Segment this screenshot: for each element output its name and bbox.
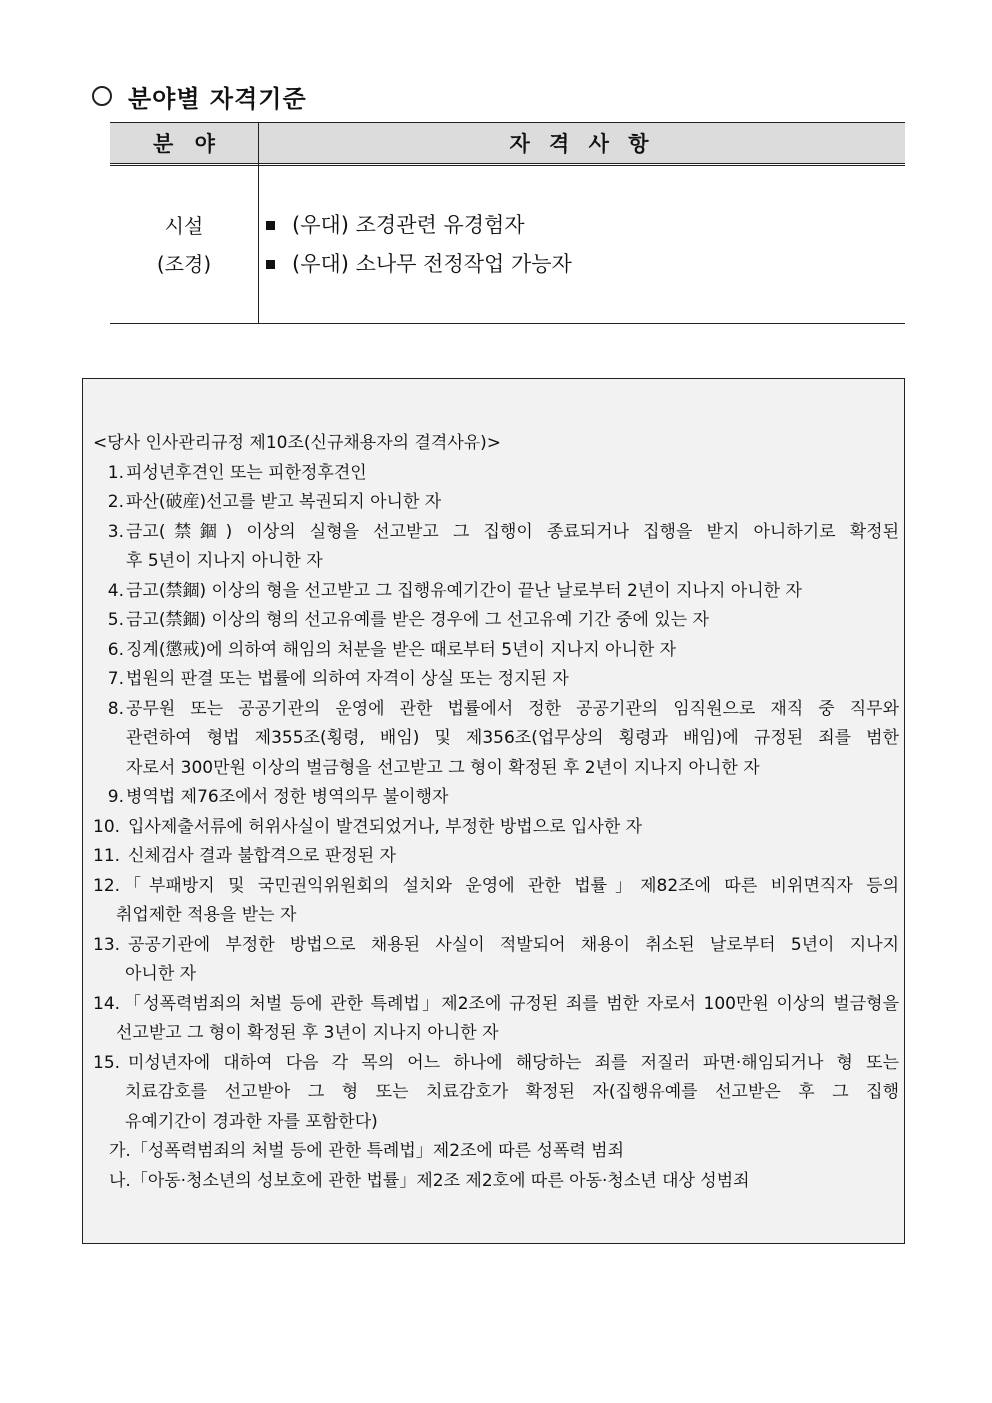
regulation-item-number (93, 1019, 115, 1049)
field-subname: (조경) (156, 251, 212, 276)
qualification-item-text: (우대) 조경관련 유경험자 (292, 212, 525, 237)
table-column-divider (258, 122, 259, 324)
regulation-item-text: 금고(禁錮) 이상의 형의 선고유예를 받은 경우에 그 선고유예 기간 중에 있는 자 (126, 610, 709, 630)
regulation-item-text: 신체검사 결과 불합격으로 판정된 자 (128, 846, 396, 866)
regulation-item (93, 842, 899, 872)
regulation-item-number: 6. (107, 639, 124, 660)
regulation-item-number: 4. (107, 580, 124, 601)
regulation-item-continuation (93, 724, 899, 754)
regulation-item-text: 공공기관에 부정한 방법으로 채용된 사실이 적발되어 채용이 취소된 날로부터 5년이 지나지 (128, 934, 899, 955)
regulation-item-continuation (93, 754, 899, 784)
regulation-item (93, 695, 899, 725)
regulation-item-number: 3. (107, 521, 124, 542)
regulation-item-number: 1. (107, 462, 124, 483)
qualification-items (266, 166, 896, 323)
regulation-item-text: 「성폭력범죄의 처벌 등에 관한 특례법」제2조에 규정된 죄를 범한 자로서 100만원 이상의 벌금형을 (124, 993, 899, 1014)
regulation-item-text: 치료감호를 선고받아 그 형 또는 치료감호가 확정된 자(집행유예를 선고받은 후 그 집행 (125, 1082, 899, 1102)
regulation-item-number: 9. (107, 787, 124, 807)
regulation-item-number: 5. (107, 610, 124, 630)
regulation-content (93, 429, 899, 1196)
regulation-item (93, 636, 899, 666)
regulation-title: <당사 인사관리규정 제10조(신규채용자의 결격사유)> (93, 433, 502, 453)
regulation-item-text: 후 5년이 지나지 아니한 자 (126, 551, 323, 571)
table-bottom-rule (110, 323, 905, 324)
regulation-item-number (93, 547, 125, 577)
header-field: 분 야 (153, 132, 215, 156)
regulation-item-text: 법원의 판결 또는 법률에 의하여 자격이 상실 또는 정지된 자 (126, 669, 569, 689)
qualification-item (266, 245, 896, 284)
regulation-item-number (93, 960, 124, 990)
square-bullet-icon (266, 260, 275, 269)
regulation-item-continuation (93, 901, 899, 931)
regulation-sub-item: 가.「성폭력범죄의 처벌 등에 관한 특례법」제2조에 따른 성폭력 범죄 (109, 1141, 625, 1161)
regulation-item-number: 13. (93, 934, 121, 955)
regulation-item-text: 금고(禁錮) 이상의 형을 선고받고 그 집행유예기간이 끝난 날로부터 2년이 지나지 아니한 자 (126, 580, 802, 601)
regulation-item-number: 2. (107, 492, 124, 512)
regulation-box (82, 378, 905, 1244)
square-bullet-icon (266, 221, 275, 230)
header-qualification: 자 격 사 항 (509, 132, 655, 156)
regulation-item-text: 관련하여 형법 제355조(횡령, 배임) 및 제356조(업무상의 횡령과 배임)에 규정된 죄를 범한 (126, 728, 899, 748)
regulation-item-continuation (93, 1108, 899, 1138)
regulation-item-text: 입사제출서류에 허위사실이 발견되었거나, 부정한 방법으로 입사한 자 (128, 816, 643, 837)
regulation-item-text: 피성년후견인 또는 피한정후견인 (126, 462, 367, 483)
table-header (110, 123, 905, 163)
regulation-item (93, 783, 899, 813)
regulation-item (93, 1049, 899, 1079)
regulation-item-text: 공무원 또는 공공기관의 운영에 관한 법률에서 정한 공공기관의 임직원으로 재직 중 직무와 (126, 698, 899, 719)
regulation-item (93, 990, 899, 1020)
regulation-item-text: 금고(禁錮) 이상의 실형을 선고받고 그 집행이 종료되거나 집행을 받지 아니하기로 확정된 (126, 521, 899, 542)
circle-bullet-icon (92, 86, 112, 106)
field-cell (110, 166, 258, 323)
section-title (92, 78, 307, 114)
regulation-item-number: 10. (93, 816, 121, 837)
regulation-item-number: 14. (93, 993, 121, 1014)
qualification-item-text: (우대) 소나무 전정작업 가능자 (292, 251, 572, 276)
regulation-item-text: 아니한 자 (125, 964, 197, 984)
regulation-item-text: 「부패방지 및 국민권익위원회의 설치와 운영에 관한 법률」제82조에 따른 비위면직자 등의 (124, 875, 899, 896)
regulation-item-text: 파산(破産)선고를 받고 복권되지 아니한 자 (126, 492, 442, 512)
regulation-item-text: 징계(懲戒)에 의하여 해임의 처분을 받은 때로부터 5년이 지나지 아니한 자 (126, 639, 677, 660)
regulation-item (93, 665, 899, 695)
regulation-item (93, 813, 899, 843)
regulation-list (93, 459, 899, 1138)
regulation-item-continuation (93, 960, 899, 990)
regulation-item (93, 577, 899, 607)
regulation-item-continuation (93, 1019, 899, 1049)
regulation-sub-item: 나.「아동·청소년의 성보호에 관한 법률」제2조 제2호에 따른 아동·청소년 대상 성범죄 (109, 1170, 750, 1191)
regulation-item-number (93, 724, 125, 754)
qualification-table (110, 122, 905, 324)
regulation-item (93, 931, 899, 961)
regulation-item-text: 취업제한 적용을 받는 자 (116, 905, 297, 925)
regulation-item-number: 7. (107, 669, 124, 689)
regulation-item-number: 12. (93, 875, 121, 896)
field-name: 시설 (164, 213, 204, 238)
section-title-text: 분야별 자격기준 (128, 84, 307, 113)
regulation-item (93, 459, 899, 489)
regulation-item-text: 선고받고 그 형이 확정된 후 3년이 지나지 아니한 자 (116, 1023, 499, 1043)
regulation-item-continuation (93, 547, 899, 577)
regulation-item-number (93, 1108, 124, 1138)
regulation-item-number: 8. (107, 698, 124, 719)
regulation-item-text: 유예기간이 경과한 자를 포함한다) (125, 1111, 378, 1132)
regulation-item-continuation (93, 1078, 899, 1108)
qualification-item (266, 206, 896, 245)
regulation-item-text: 병역법 제76조에서 정한 병역의무 불이행자 (126, 787, 449, 807)
regulation-item (93, 488, 899, 518)
regulation-item-number: 11. (93, 846, 121, 866)
regulation-item (93, 872, 899, 902)
regulation-item-text: 미성년자에 대하여 다음 각 목의 어느 하나에 해당하는 죄를 저질러 파면·해임되거나 형 또는 (128, 1052, 899, 1073)
regulation-item (93, 518, 899, 548)
regulation-item-text: 자로서 300만원 이상의 벌금형을 선고받고 그 형이 확정된 후 2년이 지나지 아니한 자 (126, 757, 760, 778)
regulation-item-number (93, 901, 115, 931)
regulation-item-number: 15. (93, 1052, 121, 1073)
regulation-item-number (93, 754, 125, 784)
regulation-item-number (93, 1078, 124, 1108)
regulation-item (93, 606, 899, 636)
